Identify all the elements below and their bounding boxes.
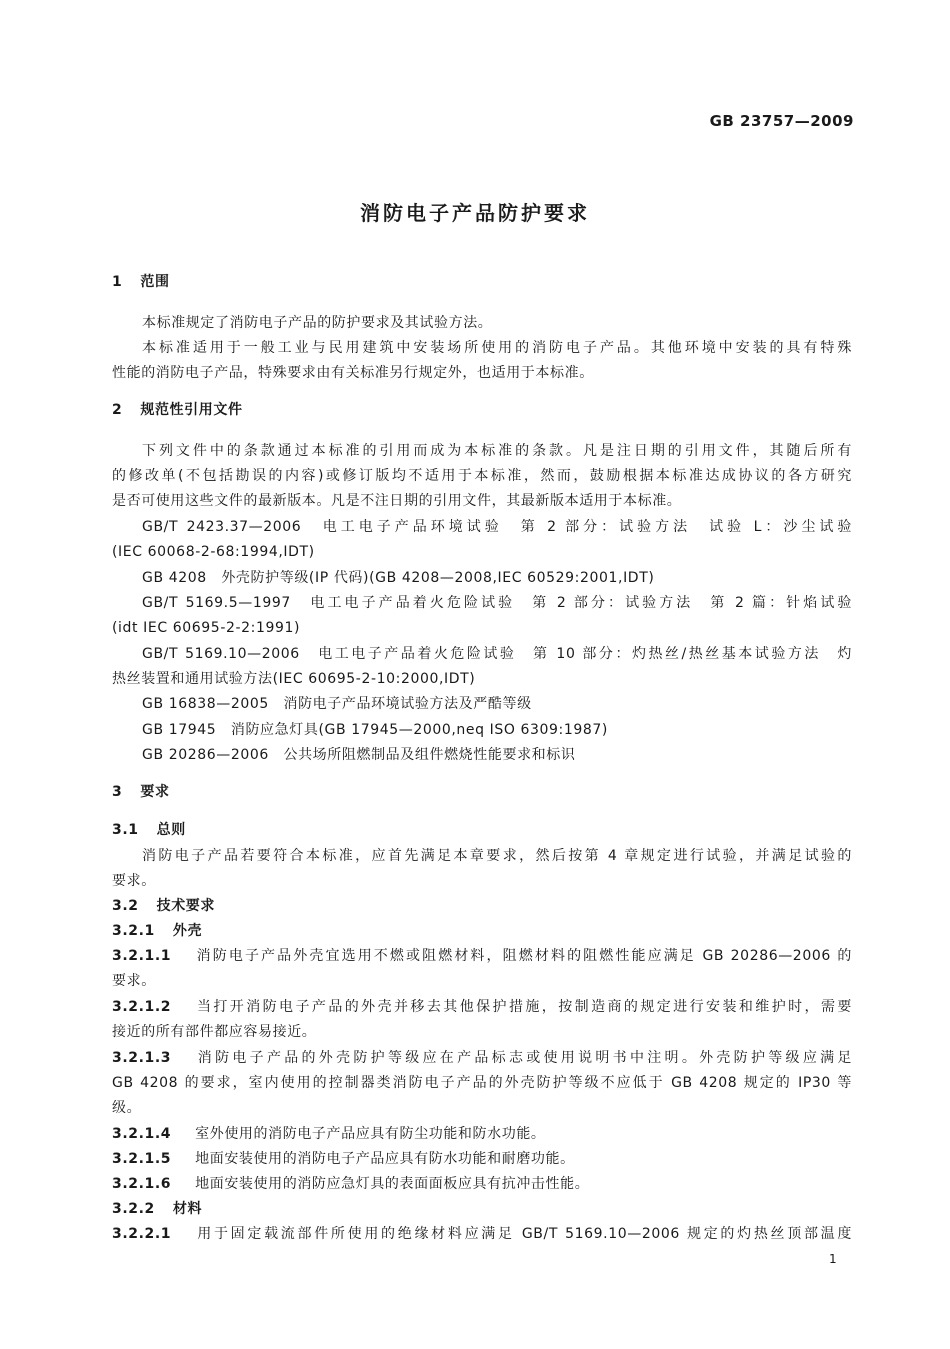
clause-text: 消防电子产品的外壳防护等级应在产品标志或使用说明书中注明。外壳防护等级应满足	[195, 1050, 852, 1066]
clause-number: 3.2.1.5	[112, 1151, 172, 1167]
clause-number: 3.2.2	[112, 1201, 155, 1217]
clause-3-1-heading	[112, 820, 186, 840]
paragraph-line: 是否可使用这些文件的最新版本。凡是不注日期的引用文件，其最新版本适用于本标准。	[112, 493, 682, 509]
section-title: 要求	[140, 784, 170, 800]
clause-title: 外壳	[172, 923, 203, 939]
reference-entry-cont: (idt IEC 60695-2-2:1991)	[112, 620, 301, 636]
clause-number: 3.2.2.1	[112, 1226, 172, 1242]
section-2-heading	[112, 400, 243, 420]
clause-number: 3.1	[112, 822, 139, 838]
clause-number: 3.2.1.2	[112, 999, 172, 1015]
clause-title: 总则	[156, 822, 186, 838]
section-1-heading	[112, 272, 170, 292]
clause-text: 消防电子产品外壳宜选用不燃或阻燃材料，阻燃材料的阻燃性能应满足 GB 20286—2006 的	[195, 948, 852, 964]
paragraph-line: 级。	[112, 1100, 142, 1116]
clause-3-2-heading	[112, 896, 215, 916]
reference-entry: GB 17945 消防应急灯具(GB 17945—2000,neq ISO 6309:1987)	[142, 722, 608, 738]
clause-title: 材料	[172, 1201, 203, 1217]
clause-number: 3.2	[112, 898, 139, 914]
reference-entry: GB/T 5169.10—2006 电工电子产品着火危险试验 第 10 部分：灼热丝/热丝基本试验方法 灼	[142, 646, 852, 662]
clause-title: 技术要求	[156, 898, 216, 914]
clause-text: 地面安装使用的消防应急灯具的表面面板应具有抗冲击性能。	[195, 1176, 590, 1192]
clause-text: 当打开消防电子产品的外壳并移去其他保护措施，按制造商的规定进行安装和维护时，需要	[195, 999, 852, 1015]
clause-3-2-1-1	[112, 946, 852, 966]
clause-3-2-1-2	[112, 997, 852, 1017]
clause-number: 3.2.1.4	[112, 1126, 172, 1142]
section-number: 1	[112, 274, 123, 290]
paragraph-line: 下列文件中的条款通过本标准的引用而成为本标准的条款。凡是注日期的引用文件，其随后所有	[142, 443, 852, 459]
reference-entry: GB 20286—2006 公共场所阻燃制品及组件燃烧性能要求和标识	[142, 747, 576, 763]
paragraph-line: 消防电子产品若要符合本标准，应首先满足本章要求，然后按第 4 章规定进行试验，并满足试验的	[142, 848, 852, 864]
reference-entry: GB 16838—2005 消防电子产品环境试验方法及严酷等级	[142, 696, 532, 712]
clause-text: 室外使用的消防电子产品应具有防尘功能和防水功能。	[195, 1126, 546, 1142]
reference-entry: GB/T 2423.37—2006 电工电子产品环境试验 第 2 部分：试验方法 试验 L：沙尘试验	[142, 519, 852, 535]
paragraph-line: GB 4208 的要求，室内使用的控制器类消防电子产品的外壳防护等级不应低于 GB 4208 规定的 IP30 等	[112, 1075, 852, 1091]
paragraph-line: 要求。	[112, 873, 156, 889]
clause-number: 3.2.1	[112, 923, 155, 939]
section-title: 范围	[140, 274, 170, 290]
clause-number: 3.2.1.1	[112, 948, 172, 964]
clause-3-2-1-6	[112, 1174, 589, 1194]
paragraph-line: 要求。	[112, 973, 156, 989]
reference-entry-cont: 热丝装置和通用试验方法(IEC 60695-2-10:2000,IDT)	[112, 671, 476, 687]
page-number: 1	[829, 1252, 837, 1266]
clause-3-2-2-heading	[112, 1199, 202, 1219]
paragraph-line: 接近的所有部件都应容易接近。	[112, 1024, 317, 1040]
clause-3-2-1-heading	[112, 921, 202, 941]
paragraph: 本标准规定了消防电子产品的防护要求及其试验方法。	[142, 315, 493, 331]
clause-3-2-1-5	[112, 1149, 575, 1169]
reference-entry: GB 4208 外壳防护等级(IP 代码)(GB 4208—2008,IEC 60529:2001,IDT)	[142, 570, 655, 586]
clause-text: 地面安装使用的消防电子产品应具有防水功能和耐磨功能。	[195, 1151, 575, 1167]
standard-code: GB 23757—2009	[709, 112, 854, 130]
clause-number: 3.2.1.6	[112, 1176, 172, 1192]
clause-number: 3.2.1.3	[112, 1050, 172, 1066]
paragraph-line: 本标准适用于一般工业与民用建筑中安装场所使用的消防电子产品。其他环境中安装的具有特殊	[142, 340, 852, 356]
document-title: 消防电子产品防护要求	[360, 201, 590, 225]
section-number: 2	[112, 402, 123, 418]
section-3-heading	[112, 782, 170, 802]
clause-3-2-2-1	[112, 1224, 852, 1244]
section-title: 规范性引用文件	[140, 402, 243, 418]
clause-text: 用于固定载流部件所使用的绝缘材料应满足 GB/T 5169.10—2006 规定的灼热丝顶部温度	[195, 1226, 852, 1242]
paragraph-line: 性能的消防电子产品，特殊要求由有关标准另行规定外，也适用于本标准。	[112, 365, 594, 381]
section-number: 3	[112, 784, 123, 800]
reference-entry-cont: (IEC 60068-2-68:1994,IDT)	[112, 544, 315, 560]
clause-3-2-1-4	[112, 1124, 546, 1144]
clause-3-2-1-3	[112, 1048, 852, 1068]
reference-entry: GB/T 5169.5—1997 电工电子产品着火危险试验 第 2 部分：试验方法 第 2 篇：针焰试验	[142, 595, 852, 611]
paragraph-line: 的修改单(不包括勘误的内容)或修订版均不适用于本标准，然而，鼓励根据本标准达成协议的各方研究	[112, 468, 852, 484]
